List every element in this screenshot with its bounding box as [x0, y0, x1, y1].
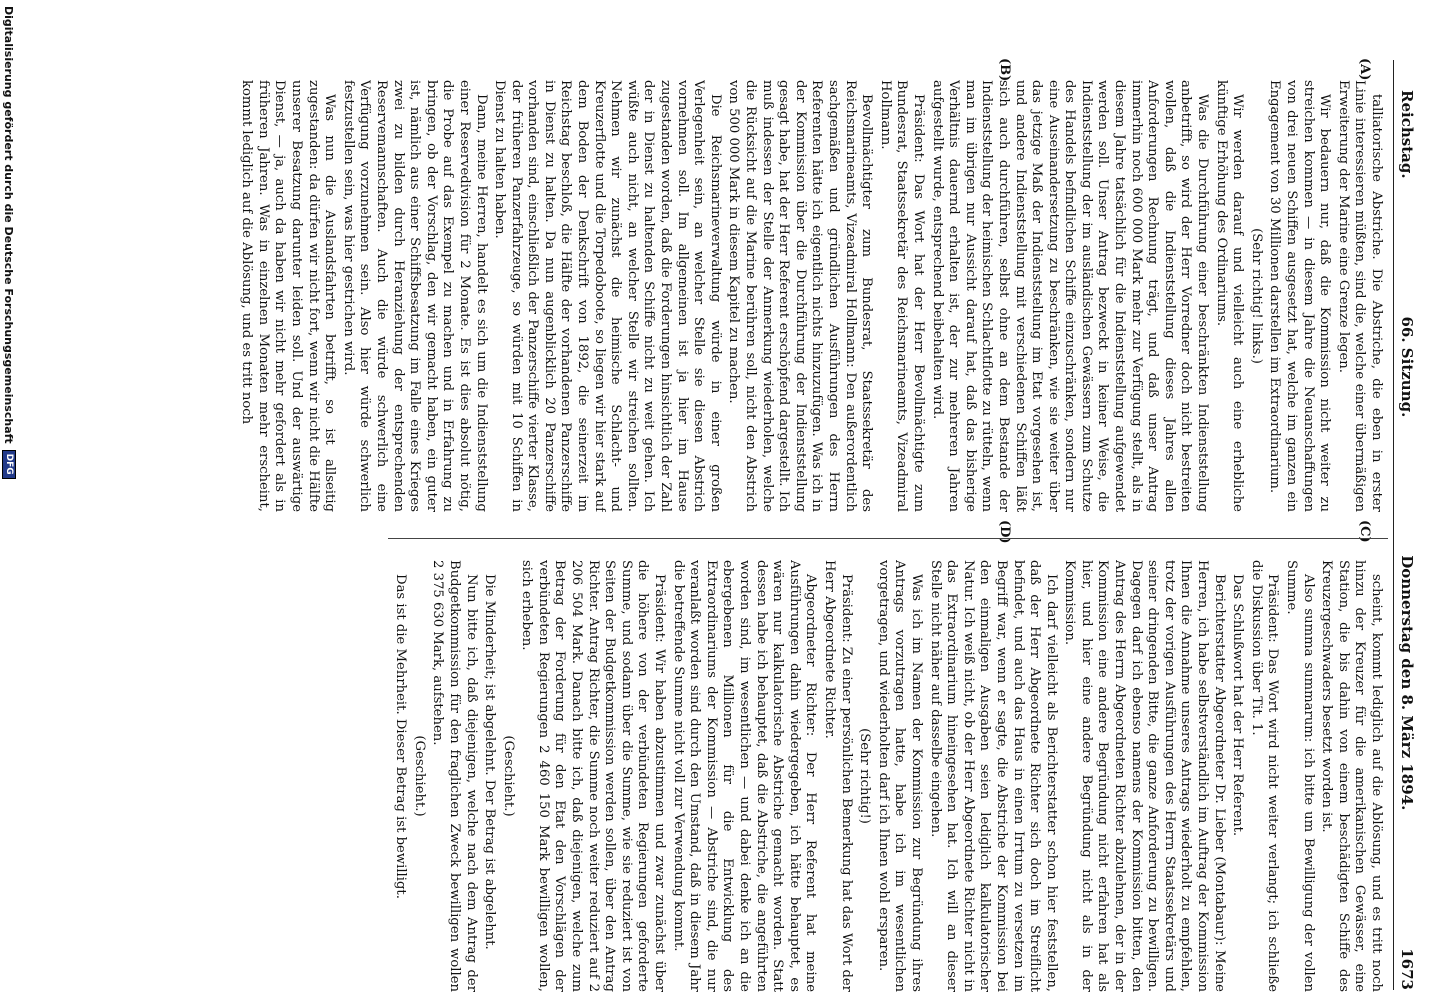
page-number: 1673	[1398, 948, 1416, 990]
right-text-column	[114, 560, 1384, 992]
paragraph: Die Minderheit; ist abgelehnt. Der Betrag ist abgelehnt.	[482, 574, 498, 950]
paragraph: Präsident: Das Wort hat der Herr Bevollmächtigte zum Bundesrat, Staatssekretär des Reichsmarineamts, Vizeadmiral Hollmann.	[877, 80, 926, 512]
paragraph: Was die Durchführung einer beschränkten Indienststellung anbetrifft, so wird der Herr Vorredner doch nicht bestreiten wollen, daß die Indienststellung dieses Jahres allen Anforderungen Rechnung trägt, und daß unser Antrag immerhin noch 600 000 Mark mehr zur Verfügung stellt, als in diesem Jahre tatsächlich für die Indienststellung aufgewendet werden soll. Unser Antrag bezweckt in keiner Weise, die Indienststellung der im ausländischen Gewässern zum Schutze des Handels befindlichen Schiffe einzuschränken, sondern nur eine Auseinandersetzung zu beschränken, wie sie weiter über das jetzige Maß der Indienststellung im Etat vorgesehen ist, und andere Indienststellung mit verschiedenen Schiffen läßt sich auch durchführen, selbst ohne an dem Bestande der Indienststellung der heimischen Schlachtflotte zu rütteln, wenn man im übrigen nur Aussicht darauf hat, daß das bisherige Verhältnis dauernd erhalten ist, der zur mehreren Jahren aufgestellt wurde, entsprechend beibehalten wird.	[929, 80, 1211, 512]
paragraph: talliatorische Abstriche. Die Abstriche, die eben in erster Linie interessieren müßten, sind die, welche einer übermäßigen Erweiterung der Marine eine Grenze legen.	[1335, 80, 1384, 512]
header-date: Donnerstag den 8. März 1894.	[1398, 555, 1416, 811]
paragraph: Was ich im Namen der Kommission zur Begründung ihres Antrags vorzutragen hatte, habe ich im wesentlichen vorgetragen, und wiederholten darf ich Ihnen wohl ersparen.	[875, 560, 924, 992]
paragraph: Ich darf vielleicht als Berichterstatter schon hier feststellen, daß der Herr Abgeordnete Richter sich doch im Streiflicht befindet, und auch das Haus in einen Irrtum zu versetzen im Begriff war, wenn er sagte, die Abstriche der Kommission bei den einmaligen Ausgaben seien lediglich kalkulatorischer Natur. Ich weiß nicht, ob der Herr Abgeordnete Richter nicht in das Extraordinarium hineingesehen hat. Ich will an dieser Stelle nicht näher auf dasselbe eingehen.	[927, 560, 1059, 992]
paragraph: Dann, meine Herren, handelt es sich um die Indienststellung einer Reservedivision für 2 Monate. Es ist dies absolut nötig, die Probe auf das Exempel zu machen und in Erfahrung zu bringen, ob der Vorschlag, den wir gemacht haben, ein guter ist, nämlich aus einer Schiffsbesatzung im Falle eines Krieges zwei zu bilden durch Heranziehung der entsprechenden Reservemannschaften. Auch die würde schwerlich eine Verfügung vorzunehmen sein. Also hier würde schwerlich festzustellen sein, was hier gestrichen wird.	[340, 80, 489, 512]
column-divider	[388, 538, 1388, 539]
paragraph: Also summa summarum: ich bitte um Bewilligung der vollen Summe.	[1284, 560, 1316, 992]
paragraph: Die Reichsmarineverwaltung würde in einer großen Verlegenheit sein, an welcher Stelle sie diesen Abstrich vornehmen soll. Im allgemeinen ist ja hier im Hause zugestanden worden, daß die Forderungen hinsichtlich der Zahl der in Dienst zu haltenden Schiffe nicht zu weit gehen. Ich wüßte auch nicht, an welcher Stelle wir streichen sollten. Nehmen wir zunächst die heimische Schlacht- und Kreuzerflotte und die Torpedoboote, so liegen wir hier stark auf dem Boden der Denkschrift von 1892, die seinerzeit im Reichstag beschloß, die Hälfte der vorhandenen Panzerschiffe in Dienst zu halten. Da nun augenblicklich 20 Panzerschiffe vorhanden sind, einschließlich der Panzerschiffe vierter Klasse, der früheren Panzerfahrzeuge, so würden mit 10 Schiffen in Dienst zu halten haben.	[492, 80, 723, 512]
paragraph: Nun bitte ich, daß diejenigen, welche nach dem Antrag der Budgetkommission für den fraglichen Zweck bewilligen wollen 2 375 630 Mark, aufstehen.	[430, 560, 479, 992]
paragraph: Wir werden darauf und vielleicht auch eine erhebliche künftige Erhöhung des Ordinariums.	[1213, 80, 1246, 512]
left-text-column	[114, 80, 1384, 512]
paragraph: Bevollmächtigter zum Bundesrat, Staatssekretär des Reichsmarineamts, Vizeadmiral Hollmann: Den außerordentlich sachgemäßen und gründlichen Ausführungen des Herrn Referenten hätte ich eigentlich nichts hinzuzufügen. Was ich in der Kommission über die Durchführung der Indienststellung gesagt habe, hat der Herr Referent erschöpfend dargestellt. Ich muß indessen der Stelle der Anmerkung wiederholen, welche die Rücksicht auf die Marine berühren soll, nicht den Abstrich von 500 000 Mark in diesem Kapitel zu machen.	[726, 80, 875, 512]
header-rule	[1393, 60, 1394, 990]
paragraph: Präsident: Das Wort wird nicht weiter verlangt; ich schließe die Diskussion über Tit. 1.	[1248, 560, 1281, 992]
page-header	[1396, 90, 1418, 990]
paragraph: Was nun die Auslandsfahrten betrifft, so ist allseitig zugestanden: da dürfen wir nicht fort, wenn wir nicht die Hälfte unserer Besatzung darunter leiden soll. Und der auswärtige Dienst, — ja, auch da haben wir nicht mehr gefordert als in früheren Jahren. Was in einzelnen Monaten mehr erscheint, kommt lediglich auf die Ablösung, und es tritt noch	[239, 80, 338, 512]
digitization-credit	[0, 0, 18, 1006]
paragraph: Präsident: Zu einer persönlichen Bemerkung hat das Wort der Herr Abgeordnete Richter.	[822, 560, 854, 992]
dfg-logo: DFG	[2, 450, 16, 479]
paragraph: Berichterstatter Abgeordneter Dr. Lieber (Montabaur): Meine Herren, ich habe selbstverständlich im Auftrag der Kommission Ihnen die Annahme unseres Antrags wiederholt zu empfehlen, trotz der vorigen Ausführungen des Herrn Staatssekretärs und seiner dringenden Bitte, die ganze Anforderung zu bewilligen. Dagegen darf ich ebenso namens der Kommission bitten, den Antrag des Herrn Abgeordneten Richter abzulehnen, der in der Kommission eine andere Begründung nicht erfahren hat als hier, und hier eine andere Begründung nicht als in der Kommission.	[1062, 560, 1227, 992]
stage-direction: (Sehr richtig!)	[857, 728, 873, 824]
stage-direction: (Sehr richtig! links.)	[1248, 228, 1264, 364]
stage-direction: (Geschieht.)	[500, 735, 516, 817]
header-center: 66. Sitzung.	[1398, 316, 1416, 418]
paragraph: Das Schlußwort hat der Herr Referent.	[1230, 574, 1246, 837]
margin-letter-c: (C)	[1357, 520, 1372, 543]
margin-letter-d: (D)	[997, 520, 1012, 544]
header-left: Reichstag.	[1398, 90, 1416, 179]
credit-text: Digitalisierung gefördert durch die Deutsche Forschungsgemeinschaft	[2, 6, 16, 444]
stage-direction: (Geschieht.)	[411, 735, 427, 817]
paragraph: scheint, kommt lediglich auf die Ablösung, und es tritt noch hinzu der Kreuzer für die amerikanischen Gewässer, eine Station, die bis dahin von einem beschädigten Schiffe des Kreuzergeschwaders besetzt worden ist.	[1319, 560, 1384, 992]
paragraph: Das ist die Mehrheit. Dieser Betrag ist bewilligt.	[393, 574, 409, 899]
margin-letter-b: (B)	[997, 58, 1012, 82]
paragraph: Präsident: Wir haben abzustimmen und zwar zunächst über die höhere von der verbündeten Regierungen geforderte Summe, und sodann über die Summe, wie sie reduziert ist von Seiten der Budgetkommission werden sollen, über den Antrag Richter. Antrag Richter, die Summe noch weiter reduziert auf 2 206 504 Mark. Danach bitte ich, daß diejenigen, welche zum Betrag der Forderung für den Etat den Vorschlägen der verbündeten Regierungen 2 460 150 Mark bewilligen wollen, sich erheben.	[519, 560, 668, 992]
paragraph: Wir bedauern nur, daß die Kommission nicht weiter zu streichen kommen — in diesem Jahre die Neuanschaffungen von drei neuen Schiffen ausgesetzt hat, welche im ganzen ein Engagement von 30 Millionen darstellen im Extraordinarium.	[1267, 80, 1333, 512]
paragraph: Abgeordneter Richter: Der Herr Referent hat meine Ausführungen dahin wiedergegeben, ich hätte behauptet, es wären nur kalkulatorische Abstriche gemacht worden. Statt dessen habe ich behauptet, daß die Abstriche, die angeführten worden sind, im wesentlichen — und dabei denke ich an die ebergebenen Millionen für die Entwicklung des Extraordinariums der Kommission — Abstriche sind, die nur veranlaßt worden sind durch den Umstand, daß in diesem Jahr die betreffende Summe nicht voll zur Verwendung kommt.	[670, 560, 819, 992]
margin-letter-a: (A)	[1357, 58, 1372, 81]
